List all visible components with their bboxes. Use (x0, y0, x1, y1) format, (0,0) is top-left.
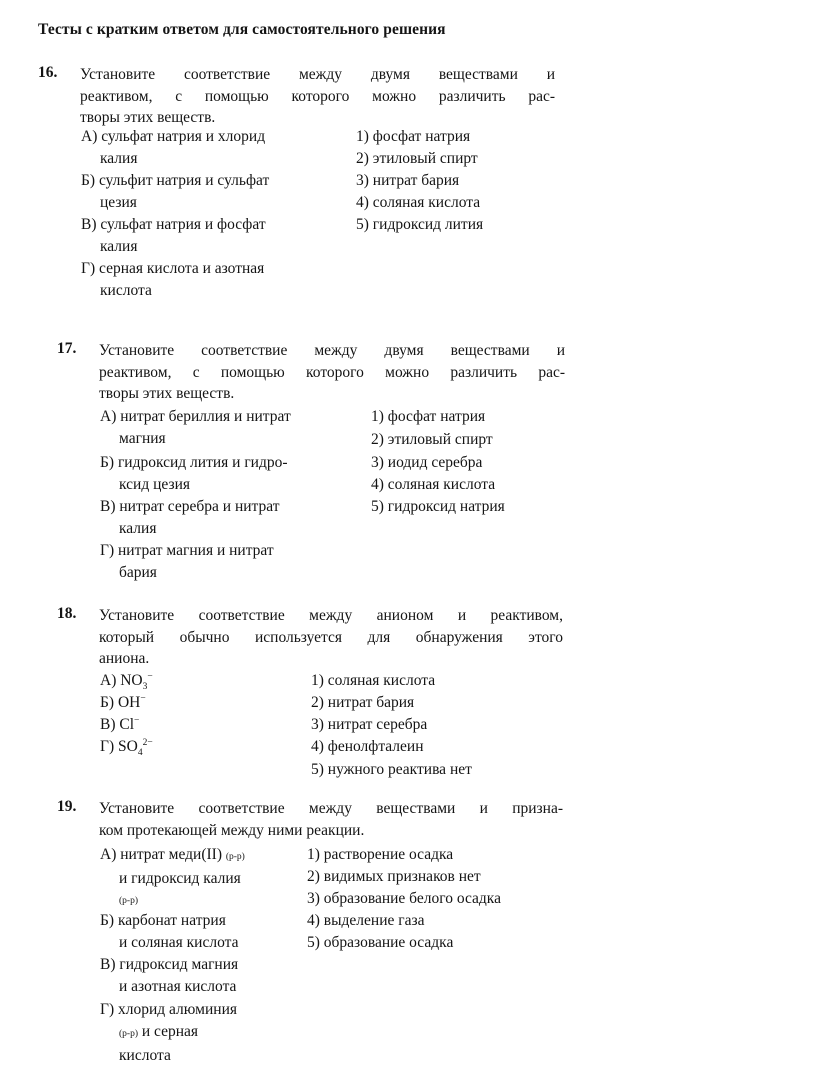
section-heading: Тесты с кратким ответом для самостоятельного решения (38, 21, 446, 38)
item-d: Г) серная кислота и азотная кислота (81, 260, 265, 299)
item-c: В) сульфат натрия и фосфат калия (81, 216, 266, 255)
option-4: 4) выделение газа (307, 912, 425, 929)
item-a: А) нитрат бериллия и нитрат магния (100, 408, 291, 447)
option-1: 1) растворение осадка (307, 846, 454, 863)
question-stem: Установите соответствие между анионом и реактивом, который обычно используется для обнаружения этого аниона. (99, 607, 563, 667)
question-number: 18. (57, 605, 77, 622)
option-4: 4) соляная кислота (356, 194, 481, 211)
question-number: 16. (38, 64, 58, 81)
question-stem: Установите соответствие между двумя веществами и реактивом, с помощью которого можно различить рас- творы этих веществ. (99, 342, 565, 402)
option-2: 2) этиловый спирт (371, 431, 493, 448)
option-5: 5) нужного реактива нет (311, 761, 472, 778)
option-3: 3) нитрат бария (356, 172, 460, 189)
option-1: 1) фосфат натрия (371, 408, 486, 425)
option-2: 2) нитрат бария (311, 694, 415, 711)
item-b: Б) сульфит натрия и сульфат цезия (81, 172, 270, 211)
option-3: 3) иодид серебра (371, 454, 483, 471)
item-c: В) гидроксид магния и азотная кислота (100, 956, 239, 995)
item-b: Б) карбонат натрия и соляная кислота (100, 912, 239, 951)
option-4: 4) фенолфталеин (311, 738, 424, 755)
item-a: А) сульфат натрия и хлорид калия (81, 128, 266, 167)
item-c: В) нитрат серебра и нитрат калия (100, 498, 280, 537)
option-2: 2) видимых признаков нет (307, 868, 481, 885)
item-d: Г) $SO_4^{2-}$ (100, 737, 153, 759)
question-stem: Установите соответствие между веществами и призна- ком протекающей между ними реакции. (99, 800, 563, 839)
item-b: Б) OH− (100, 693, 146, 711)
item-a: А) $NO_3^-$ (100, 671, 153, 693)
question-stem: Установите соответствие между двумя веществами и реактивом, с помощью которого можно различить рас- творы этих веществ. (80, 66, 555, 126)
option-5: 5) гидроксид лития (356, 216, 484, 233)
option-5: 5) гидроксид натрия (371, 498, 505, 515)
item-b: Б) гидроксид лития и гидро- ксид цезия (100, 454, 288, 493)
question-number: 17. (57, 340, 77, 357)
item-a: А) нитрат меди(II) (р-р) и гидроксид калия (р-р) (100, 846, 245, 906)
option-1: 1) фосфат натрия (356, 128, 471, 145)
option-3: 3) образование белого осадка (307, 890, 501, 907)
question-number: 19. (57, 798, 77, 815)
option-2: 2) этиловый спирт (356, 150, 478, 167)
option-3: 3) нитрат серебра (311, 716, 428, 733)
option-4: 4) соляная кислота (371, 476, 496, 493)
item-c: В) Cl− (100, 715, 140, 733)
option-1: 1) соляная кислота (311, 672, 436, 689)
option-5: 5) образование осадка (307, 934, 454, 951)
item-d: Г) хлорид алюминия (р-р) и серная кислота (100, 1001, 237, 1064)
item-d: Г) нитрат магния и нитрат бария (100, 542, 274, 581)
